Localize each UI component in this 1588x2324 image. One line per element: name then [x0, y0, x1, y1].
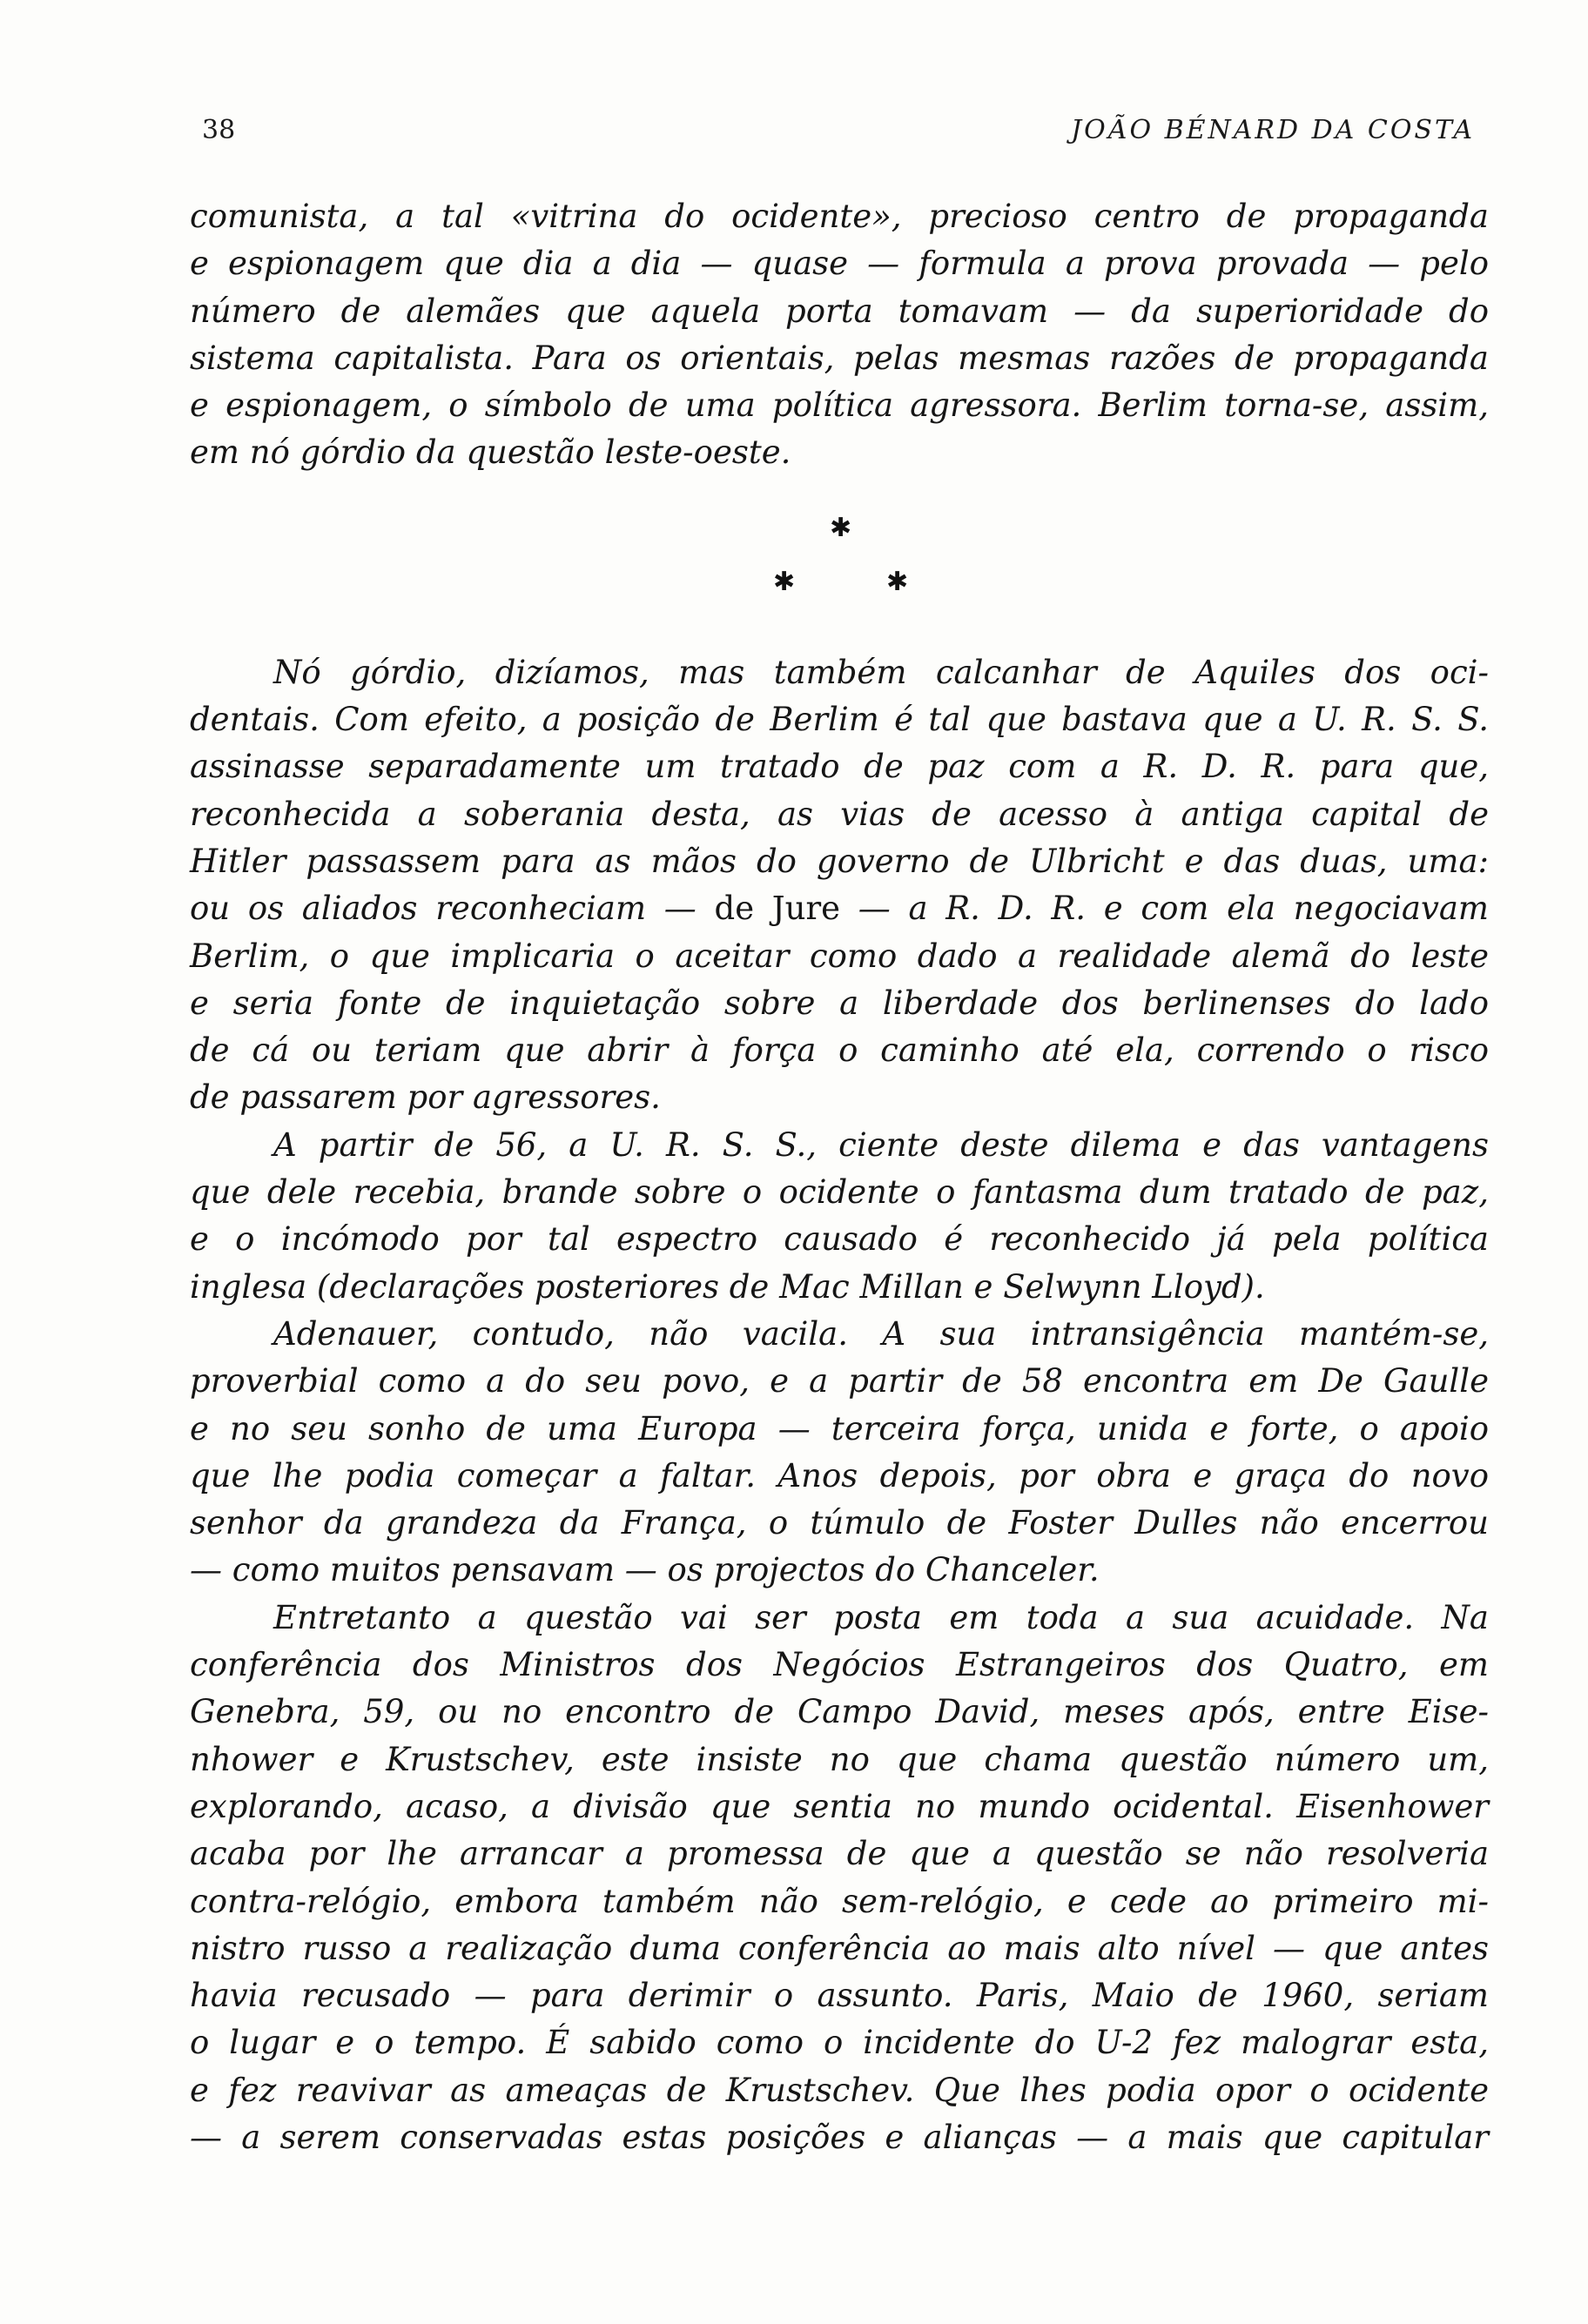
text-line: havia recusado — para derimir o assunto. Paris, Maio de 1960, seriam	[190, 1977, 1489, 2015]
paragraph-2	[190, 649, 1489, 1122]
text-line: Berlim, o que implicaria o aceitar como dado a realidade alemã do leste	[190, 937, 1489, 975]
text-line: Hitler passassem para as mãos do governo de Ulbricht e das duas, uma:	[190, 842, 1489, 880]
body-text	[190, 193, 1489, 2161]
text-run: — a R. D. R. e com ela negociavam	[840, 890, 1490, 928]
text-line-mixed	[190, 885, 1489, 932]
text-line: conferência dos Ministros dos Negócios Estrangeiros dos Quatro, em	[190, 1646, 1489, 1684]
text-line: o lugar e o tempo. É sabido como o incidente do U-2 fez malograr esta,	[190, 2024, 1489, 2062]
text-line: Entretanto a questão vai ser posta em toda a sua acuidade. Na	[273, 1598, 1489, 1636]
text-line: Genebra, 59, ou no encontro de Campo David, meses após, entre Eise-	[190, 1693, 1489, 1731]
asterisk-icon: ✱	[886, 566, 909, 597]
text-line: proverbial como a do seu povo, e a partir de 58 encontra em De Gaulle	[190, 1362, 1489, 1400]
running-head-author: JOÃO BÉNARD DA COSTA	[1071, 115, 1475, 145]
text-line: sistema capitalista. Para os orientais, pelas mesmas razões de propaganda	[190, 339, 1489, 377]
text-line: A partir de 56, a U. R. S. S., ciente deste dilema e das vantagens	[273, 1125, 1489, 1164]
text-line: e no seu sonho de uma Europa — terceira força, unida e forte, o apoio	[190, 1409, 1489, 1447]
text-line: assinasse separadamente um tratado de paz com a R. D. R. para que,	[190, 748, 1489, 786]
text-line: e o incómodo por tal espectro causado é reconhecido já pela política	[190, 1220, 1489, 1259]
page-header	[202, 115, 1475, 158]
text-line: acaba por lhe arrancar a promessa de que a questão se não resolveria	[190, 1835, 1489, 1873]
text-line: contra-relógio, embora também não sem-relógio, e cede ao primeiro mi-	[190, 1882, 1489, 1920]
text-line: número de alemães que aquela porta tomavam — da superioridade do	[190, 292, 1489, 330]
text-line: explorando, acaso, a divisão que sentia no mundo ocidental. Eisenhower	[190, 1787, 1489, 1825]
section-break-asterism	[190, 493, 1489, 649]
text-line: que dele recebia, brande sobre o ocidente o fantasma dum tratado de paz,	[190, 1173, 1489, 1212]
paragraph-3	[190, 1122, 1489, 1311]
text-line: e fez reavivar as ameaças de Krustschev. Que lhes podia opor o ocidente	[190, 2071, 1489, 2109]
text-line: — a serem conservadas estas posições e alianças — a mais que capitular	[190, 2118, 1489, 2156]
paragraph-4	[190, 1311, 1489, 1595]
asterisk-icon: ✱	[773, 566, 796, 597]
paragraph-5	[190, 1595, 1489, 2162]
text-line: em nó górdio da questão leste-oeste.	[190, 433, 791, 472]
text-line: nhower e Krustschev, este insiste no que chama questão número um,	[190, 1740, 1489, 1778]
text-line: — como muitos pensavam — os projectos do Chanceler.	[190, 1551, 1100, 1589]
text-line: comunista, a tal «vitrina do ocidente», precioso centro de propaganda	[190, 198, 1489, 235]
asterisk-icon: ✱	[830, 512, 852, 543]
text-line: de passarem por agressores.	[190, 1078, 661, 1117]
paragraph-1	[190, 193, 1489, 477]
text-line: reconhecida a soberania desta, as vias de acesso à antiga capital de	[190, 795, 1489, 833]
text-run-roman: de Jure	[714, 890, 841, 928]
text-line: Nó górdio, dizíamos, mas também calcanhar de Aquiles dos oci-	[273, 653, 1489, 691]
text-line: senhor da grandeza da França, o túmulo de Foster Dulles não encerrou	[190, 1504, 1489, 1542]
text-line: inglesa (declarações posteriores de Mac Millan e Selwynn Lloyd).	[190, 1267, 1265, 1306]
text-line: que lhe podia começar a faltar. Anos depois, por obra e graça do novo	[190, 1456, 1489, 1494]
page-number: 38	[202, 115, 236, 145]
text-run: ou os aliados reconheciam —	[190, 890, 715, 928]
text-line: dentais. Com efeito, a posição de Berlim é tal que bastava que a U. R. S. S.	[190, 701, 1489, 739]
text-line: nistro russo a realização duma conferência ao mais alto nível — que antes	[190, 1929, 1489, 1967]
text-line: e espionagem, o símbolo de uma política agressora. Berlim torna-se, assim,	[190, 386, 1489, 425]
text-line: Adenauer, contudo, não vacila. A sua intransigência mantém-se,	[273, 1314, 1489, 1353]
text-line: e espionagem que dia a dia — quase — formula a prova provada — pelo	[190, 245, 1489, 283]
text-line: e seria fonte de inquietação sobre a liberdade dos berlinenses do lado	[190, 984, 1489, 1022]
text-line: de cá ou teriam que abrir à força o caminho até ela, correndo o risco	[190, 1031, 1489, 1070]
